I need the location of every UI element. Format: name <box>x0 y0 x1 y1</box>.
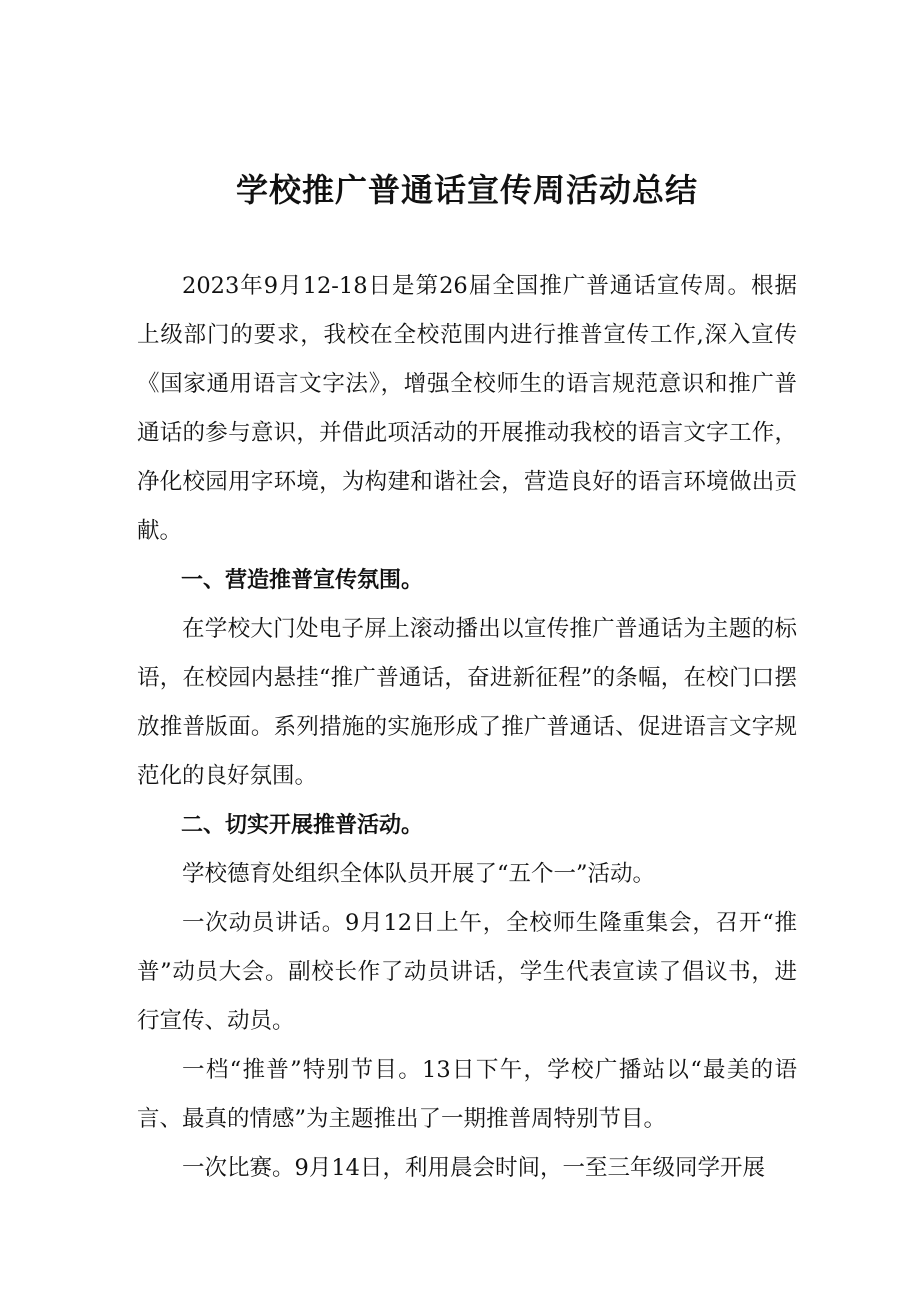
document-body <box>137 262 797 1193</box>
section-2-paragraph-4: 一次比赛。9月14日，利用晨会时间，一至三年级同学开展 <box>182 1155 765 1181</box>
section-2-paragraph-3: 一档“推普”特别节目。13日下午，学校广播站以“最美的语言、最真的情感”为主题推出了一期推普周特别节目。 <box>137 1057 797 1132</box>
section-1-heading: 一、营造推普宣传氛围。 <box>181 568 424 593</box>
section-2-paragraph-1: 学校德育处组织全体队员开展了“五个一”活动。 <box>182 861 656 887</box>
document-title: 学校推广普通话宣传周活动总结 <box>235 171 698 209</box>
section-2-heading: 二、切实开展推普活动。 <box>181 813 424 838</box>
section-2-paragraph-2: 一次动员讲话。9月12日上午，全校师生隆重集会，召开“推普”动员大会。副校长作了动员讲话，学生代表宣读了倡议书，进行宣传、动员。 <box>137 910 797 1034</box>
intro-paragraph: 2023年9月12-18日是第26届全国推广普通话宣传周。根据上级部门的要求，我校在全校范围内进行推普宣传工作,深入宣传《国家通用语言文字法》，增强全校师生的语言规范意识和推广普通话的参与意识，并借此项活动的开展推动我校的语言文字工作，净化校园用字环境，为构建和谐社会，营造良好的语言环境做出贡献。 <box>137 273 797 544</box>
section-1-paragraph: 在学校大门处电子屏上滚动播出以宣传推广普通话为主题的标语，在校园内悬挂“推广普通话，奋进新征程”的条幅，在校门口摆放推普版面。系列措施的实施形成了推广普通话、促进语言文字规范化的良好氛围。 <box>137 616 797 789</box>
